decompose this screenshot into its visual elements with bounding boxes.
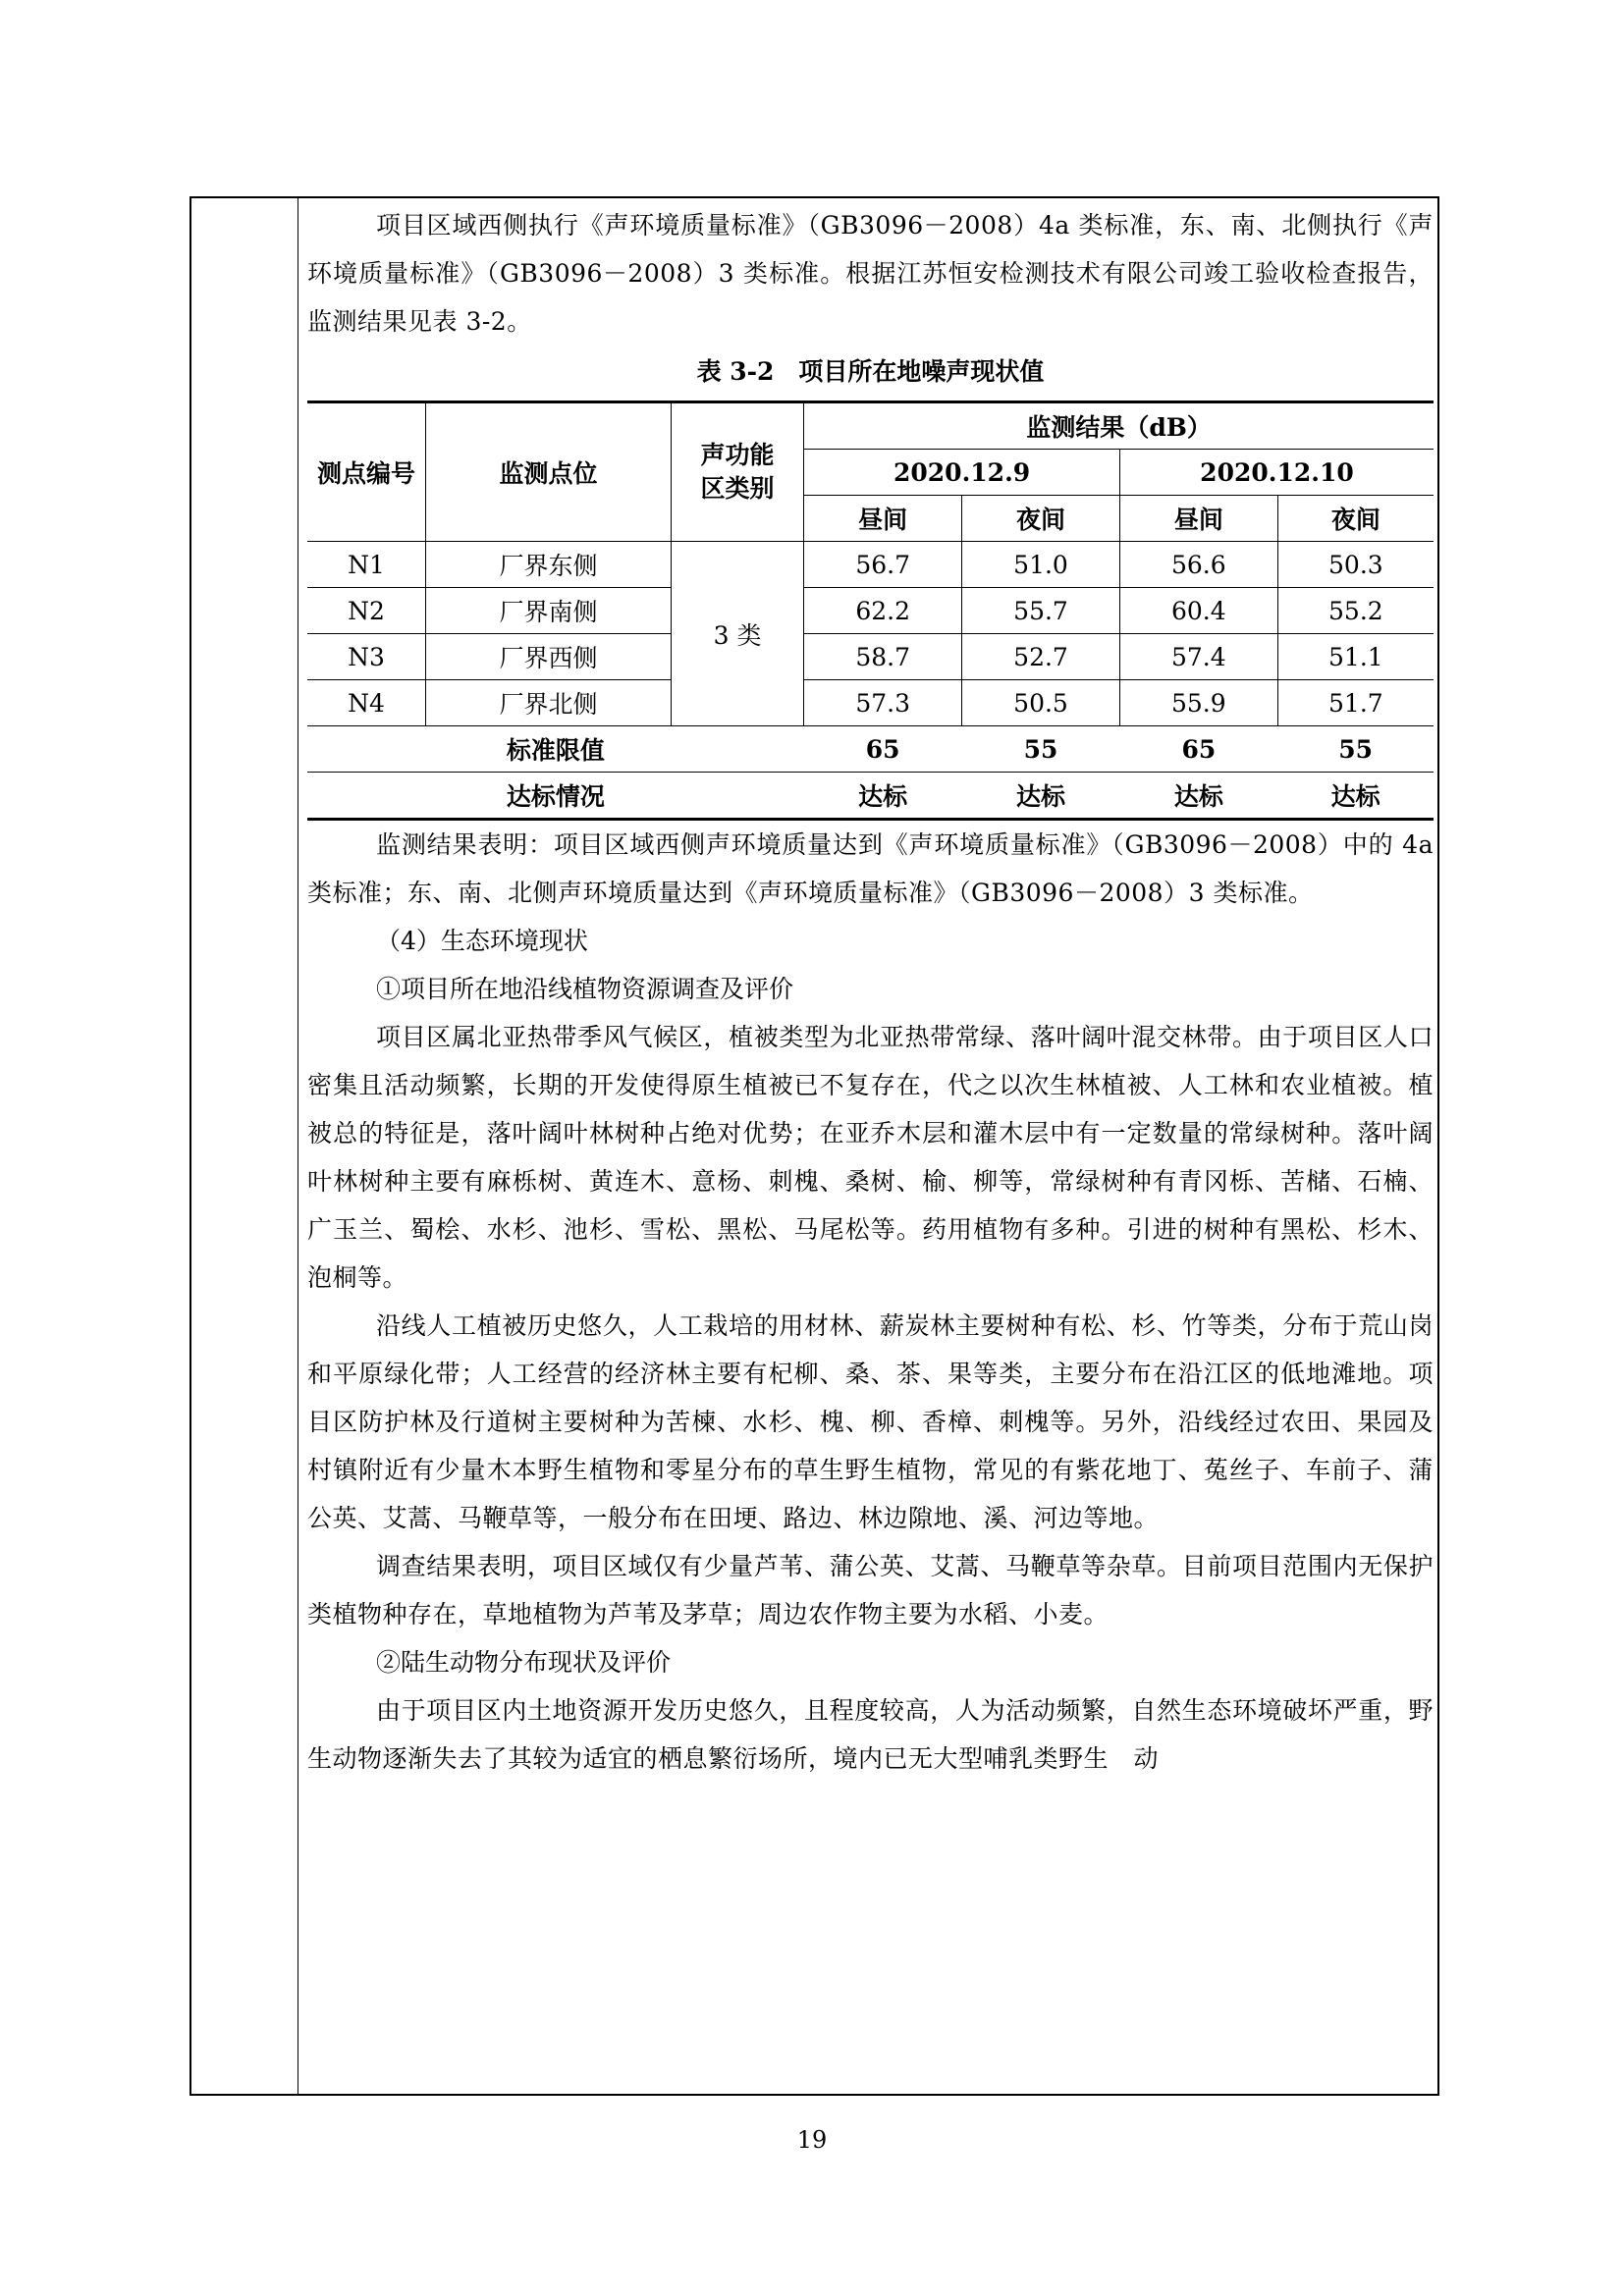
page-number: 19: [796, 2126, 828, 2154]
header-date1: 2020.12.9: [804, 450, 1120, 496]
zone-cell: 3 类: [671, 542, 803, 726]
row-value: 56.7: [804, 542, 962, 588]
status-label: 达标情况: [307, 773, 804, 820]
limit-value: 55: [1277, 726, 1434, 773]
row-value: 57.4: [1119, 634, 1277, 680]
row-id: N4: [307, 680, 426, 726]
section-heading: （4）生态环境现状: [376, 927, 588, 955]
row-id: N3: [307, 634, 426, 680]
row-location: 厂界东侧: [426, 542, 672, 588]
status-value: 达标: [804, 773, 962, 820]
status-row: [307, 773, 1434, 820]
header-day-1: 昼间: [804, 496, 962, 542]
status-value: 达标: [1277, 773, 1434, 820]
row-value: 58.7: [804, 634, 962, 680]
row-value: 57.3: [804, 680, 962, 726]
row-value: 62.2: [804, 588, 962, 634]
table-row: [307, 542, 1434, 588]
intro-paragraph: 项目区域西侧执行《声环境质量标准》（GB3096－2008）4a 类标准，东、南、北侧执行《声环境质量标准》（GB3096－2008）3 类标准。根据江苏恒安检测技术有限公司竣工验收检查报告，监测结果见表 3-2。: [307, 211, 1434, 336]
monitoring-conclusion: 监测结果表明：项目区域西侧声环境质量达到《声环境质量标准》（GB3096－2008）中的 4a 类标准；东、南、北侧声环境质量达到《声环境质量标准》（GB3096－2008）3 类标准。: [307, 830, 1434, 907]
limit-row: [307, 726, 1434, 773]
subsection-animals: ②陆生动物分布现状及评价: [376, 1648, 672, 1677]
header-night-1: 夜间: [962, 496, 1120, 542]
row-value: 51.7: [1277, 680, 1434, 726]
row-value: 52.7: [962, 634, 1120, 680]
status-value: 达标: [1119, 773, 1277, 820]
limit-value: 65: [804, 726, 962, 773]
header-results: 监测结果（dB）: [804, 402, 1434, 450]
row-value: 55.9: [1119, 680, 1277, 726]
row-location: 厂界北侧: [426, 680, 672, 726]
row-value: 55.2: [1277, 588, 1434, 634]
header-zone-text: 声功能区类别: [700, 441, 775, 503]
plants-paragraph-1: 项目区属北亚热带季风气候区，植被类型为北亚热带常绿、落叶阔叶混交林带。由于项目区人口密集且活动频繁，长期的开发使得原生植被已不复存在，代之以次生林植被、人工林和农业植被。植被总的特征是，落叶阔叶林树种占绝对优势；在亚乔木层和灌木层中有一定数量的常绿树种。落叶阔叶林树种主要有麻栎树、黄连木、意杨、刺槐、桑树、榆、柳等，常绿树种有青冈栎、苦槠、石楠、广玉兰、蜀桧、水杉、池杉、雪松、黑松、马尾松等。药用植物有多种。引进的树种有黑松、杉木、泡桐等。: [307, 1023, 1434, 1292]
table-row: [307, 680, 1434, 726]
table-row: [307, 588, 1434, 634]
noise-table: [307, 400, 1434, 821]
plants-paragraph-2: 沿线人工植被历史悠久，人工栽培的用材林、薪炭林主要树种有松、杉、竹等类，分布于荒山岗和平原绿化带；人工经营的经济林主要有杞柳、桑、茶、果等类，主要分布在沿江区的低地滩地。项目区防护林及行道树主要树种为苦楝、水杉、槐、柳、香樟、刺槐等。另外，沿线经过农田、果园及村镇附近有少量木本野生植物和零星分布的草生野生植物，常见的有紫花地丁、菟丝子、车前子、蒲公英、艾蒿、马鞭草等，一般分布在田埂、路边、林边隙地、溪、河边等地。: [307, 1311, 1434, 1532]
row-value: 55.7: [962, 588, 1120, 634]
row-value: 51.0: [962, 542, 1120, 588]
row-location: 厂界南侧: [426, 588, 672, 634]
table-row: [307, 634, 1434, 680]
header-location: 监测点位: [426, 402, 672, 542]
subsection-plants: ①项目所在地沿线植物资源调查及评价: [376, 975, 794, 1003]
header-day-2: 昼间: [1119, 496, 1277, 542]
row-value: 51.1: [1277, 634, 1434, 680]
header-night-2: 夜间: [1277, 496, 1434, 542]
header-zone: [671, 402, 803, 542]
animals-paragraph: 由于项目区内土地资源开发历史悠久，且程度较高，人为活动频繁，自然生态环境破坏严重，野生动物逐渐失去了其较为适宜的栖息繁衍场所，境内已无大型哺乳类野生 动: [307, 1696, 1434, 1773]
header-date2: 2020.12.10: [1119, 450, 1434, 496]
row-id: N2: [307, 588, 426, 634]
row-value: 50.3: [1277, 542, 1434, 588]
table-caption: 表 3-2 项目所在地噪声现状值: [696, 357, 1045, 386]
row-id: N1: [307, 542, 426, 588]
limit-label: 标准限值: [307, 726, 804, 773]
row-value: 56.6: [1119, 542, 1277, 588]
status-value: 达标: [962, 773, 1120, 820]
row-value: 60.4: [1119, 588, 1277, 634]
document-frame: [189, 196, 1439, 2096]
row-location: 厂界西侧: [426, 634, 672, 680]
plants-conclusion: 调查结果表明，项目区域仅有少量芦苇、蒲公英、艾蒿、马鞭草等杂草。目前项目范围内无保护类植物种存在，草地植物为芦苇及茅草；周边农作物主要为水稻、小麦。: [307, 1552, 1434, 1629]
content-area: [307, 198, 1437, 2094]
header-point-id: 测点编号: [307, 402, 426, 542]
limit-value: 55: [962, 726, 1120, 773]
row-value: 50.5: [962, 680, 1120, 726]
limit-value: 65: [1119, 726, 1277, 773]
